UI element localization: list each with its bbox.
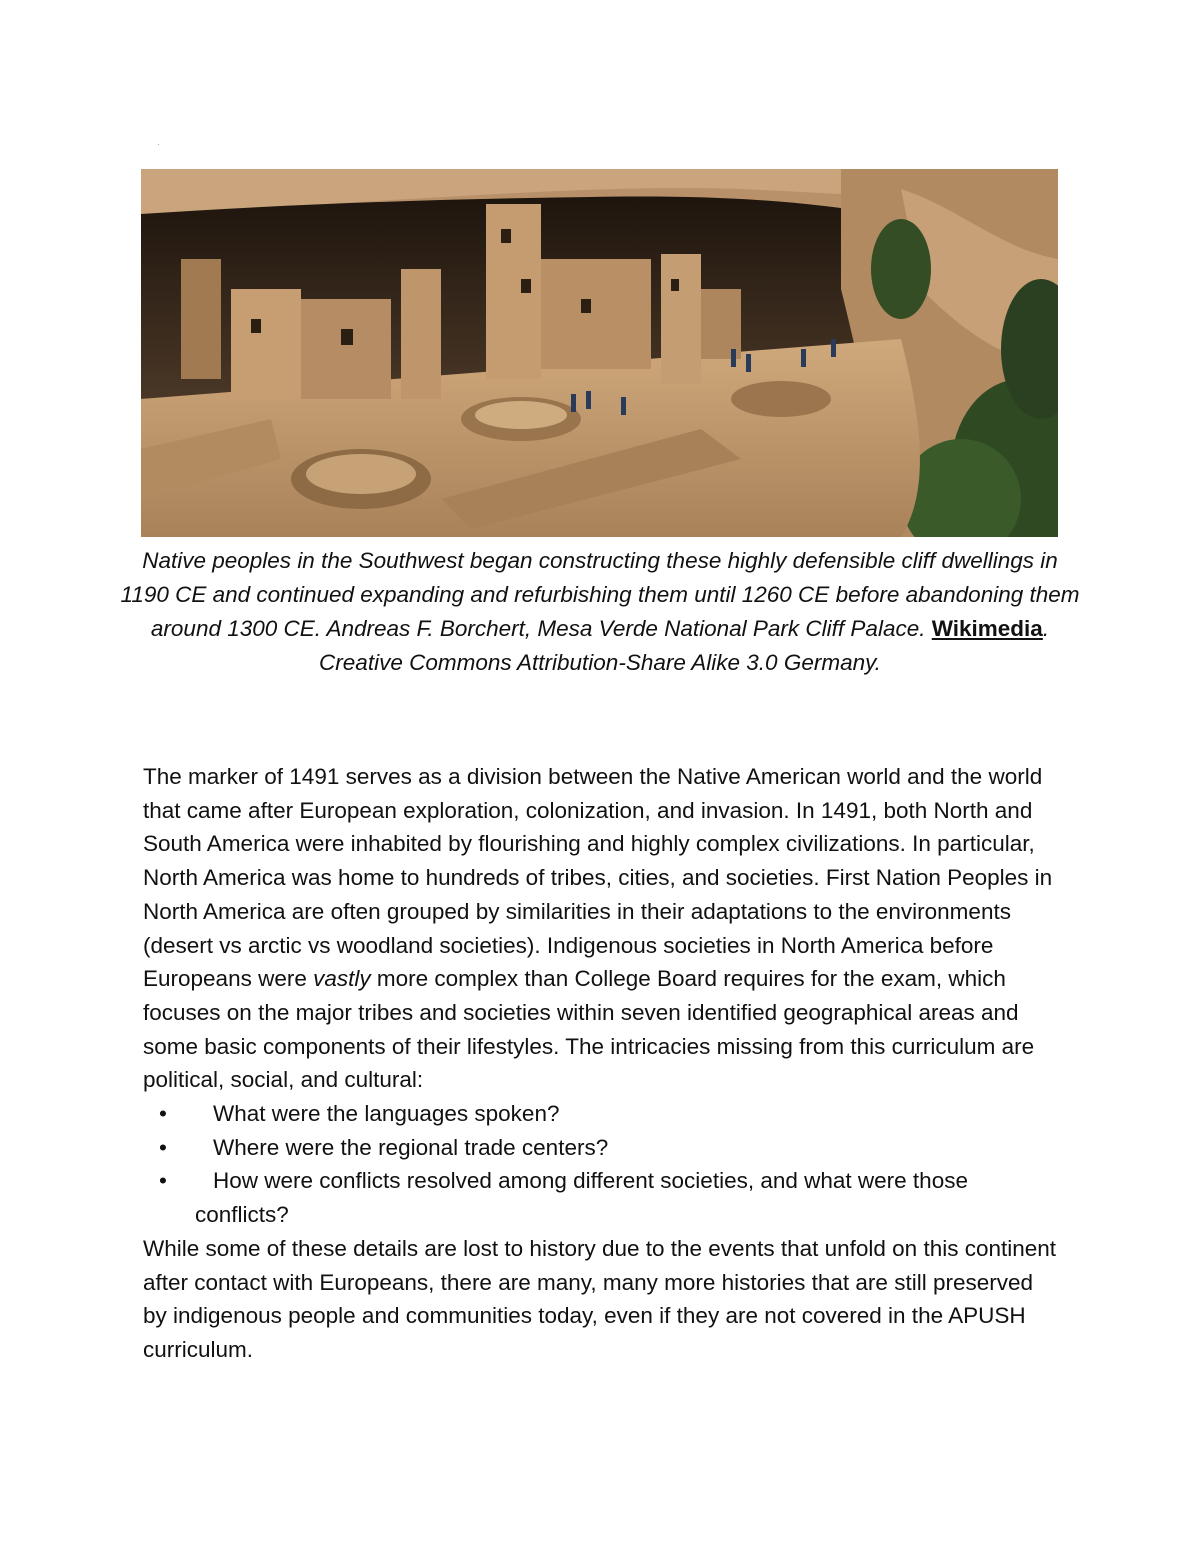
figure-caption [120, 544, 1080, 680]
question-list [143, 1097, 1061, 1232]
paragraph-intro-part2: more complex than College Board requires for the exam, which focuses on the major tribes and societies within seven identified geographical areas and some basic components of their lifestyles. The intricacies missing from this curriculum are political, social, and cultural: [143, 966, 1035, 1093]
paragraph-intro [143, 760, 1061, 1097]
list-item: • What were the languages spoken? [143, 1097, 1061, 1131]
paragraph-closing: While some of these details are lost to history due to the events that unfold on this continent after contact with Europeans, there are many, many more histories that are still preserved by indigenous people and communities today, even if they are not covered in the APUSH curriculum. [143, 1235, 1057, 1362]
cliff-palace-image-icon [141, 169, 1058, 537]
stray-mark: · [157, 140, 160, 149]
bullet-icon: • [159, 1168, 167, 1194]
bullet-icon: • [159, 1101, 167, 1127]
wikimedia-link[interactable]: Wikimedia [931, 616, 1043, 641]
cliff-dwelling-photo [141, 169, 1058, 537]
caption-text: Native peoples in the Southwest began constructing these highly defensible cliff dwellings in 1190 CE and continued expanding and refurbishing them until 1260 CE before abandoning them around 1300 CE. Andreas F. Borchert, Mesa Verde National Park Cliff Palace. [120, 548, 1080, 641]
paragraph-intro-part1: The marker of 1491 serves as a division between the Native American world and the world that came after European exploration, colonization, and invasion. In 1491, both North and South America were inhabited by flourishing and highly complex civilizations. In particular, North America was home to hundreds of tribes, cities, and societies. First Nation Peoples in North America are often grouped by similarities in their adaptations to the environments (desert vs arctic vs woodland societies). Indigenous societies in North America before Europeans were [143, 764, 1053, 992]
list-item: • How were conflicts resolved among different societies, and what were those conflicts? [143, 1164, 1061, 1231]
body-text [143, 760, 1061, 1367]
emphasis-vastly: vastly [313, 966, 371, 992]
caption-license-text: . Creative Commons Attribution-Share Alike 3.0 Germany. [319, 616, 1050, 675]
list-item: • Where were the regional trade centers? [143, 1131, 1061, 1165]
bullet-icon: • [159, 1134, 167, 1160]
